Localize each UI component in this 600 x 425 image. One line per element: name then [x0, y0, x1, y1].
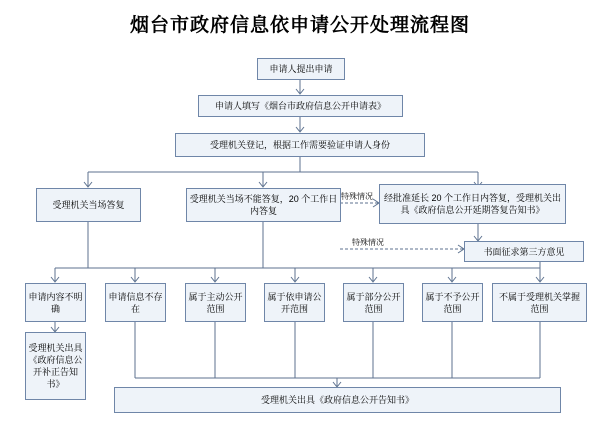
page-title: 烟台市政府信息依申请公开处理流程图 — [129, 15, 470, 36]
node-partial-disclosure-scope[interactable]: 属于部分公开范围 — [343, 283, 404, 322]
node-fill-form[interactable]: 申请人填写《烟台市政府信息公开申请表》 — [198, 95, 403, 117]
node-third-party-opinion[interactable]: 书面征求第三方意见 — [464, 241, 584, 262]
node-reply-onsite[interactable]: 受理机关当场答复 — [36, 188, 141, 222]
node-apply[interactable]: 申请人提出申请 — [257, 58, 345, 80]
label-special-case-2: 特殊情况 — [352, 238, 384, 247]
label-special-case-1: 特殊情况 — [341, 192, 373, 201]
node-extend-reply[interactable]: 经批准延长 20 个工作日内答复，受理机关出具《政府信息公开延期答复告知书》 — [379, 184, 566, 224]
node-not-disclosed-scope[interactable]: 属于不予公开范围 — [422, 283, 483, 322]
node-request-disclosure-scope[interactable]: 属于依申请公开范围 — [264, 283, 325, 322]
node-out-of-scope[interactable]: 不属于受理机关掌握范围 — [492, 283, 587, 322]
node-register-verify[interactable]: 受理机关登记，根据工作需要验证申请人身份 — [175, 133, 425, 157]
node-reply-20-days[interactable]: 受理机关当场不能答复，20 个工作日内答复 — [186, 188, 341, 222]
node-disclosure-notice[interactable]: 受理机关出具《政府信息公开告知书》 — [114, 387, 561, 413]
node-unclear-content[interactable]: 申请内容不明确 — [25, 283, 86, 322]
node-info-not-exist[interactable]: 申请信息不存在 — [105, 283, 166, 322]
node-supplement-notice[interactable]: 受理机关出具《政府信息公开补正告知书》 — [25, 332, 86, 400]
node-active-disclosure-scope[interactable]: 属于主动公开范围 — [185, 283, 246, 322]
